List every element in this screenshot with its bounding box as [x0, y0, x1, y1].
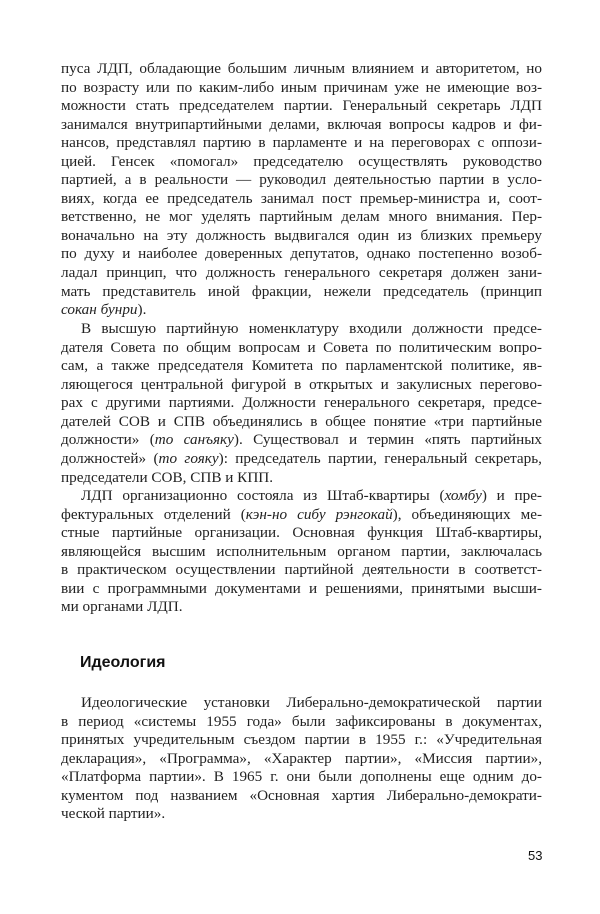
ideology-paragraph [61, 694, 542, 824]
text-segment: воначально на эту должность выдвигался один из близких премьеру [61, 226, 542, 244]
text-segment: занимался внутрипартийными делами, включая вопросы кадров и фи- [61, 115, 542, 133]
text-line [61, 376, 542, 395]
text-segment: декларация», «Программа», «Характер партии», «Миссия партии», [61, 749, 542, 767]
page-number: 53 [528, 848, 543, 863]
text-line [61, 561, 542, 580]
text-line [61, 134, 542, 153]
text-line [61, 227, 542, 246]
text-line [61, 413, 542, 432]
text-segment: вии с программными документами и решениями, принятыми высши- [61, 579, 542, 597]
text-segment: пуса ЛДП, обладающие большим личным влиянием и авторитетом, но [61, 60, 542, 77]
text-segment: Идеологические установки Либерально-демократической партии [81, 694, 542, 711]
text-segment: стные партийные организации. Основная функция Штаб-квартиры, [61, 524, 542, 542]
text-segment: ми органами ЛДП. [61, 598, 183, 616]
section-heading: Идеология [80, 654, 166, 671]
text-segment: дателей СОВ и СПВ объединялись в общее понятие «три партийные [61, 412, 542, 430]
text-line [61, 394, 542, 413]
italic-term: хомбу [444, 487, 482, 505]
text-line [61, 264, 542, 283]
text-line [61, 487, 542, 506]
text-line [61, 543, 542, 562]
text-line [61, 79, 542, 98]
italic-term: кэн-но сибу рэнгокай [245, 505, 393, 523]
paragraph [61, 694, 542, 824]
paragraph [61, 487, 542, 617]
text-line [61, 97, 542, 116]
text-segment: фектуральных отделений ( [61, 505, 246, 523]
text-segment: сам, а также председателя Комитета по парламентской политике, яв- [61, 357, 542, 375]
text-line [61, 245, 542, 264]
text-line [61, 787, 542, 806]
italic-term: то гояку [158, 449, 219, 467]
text-segment: ладал принцип, что должность генерального секретаря должен зани- [61, 264, 542, 282]
text-segment: В высшую партийную номенклатуру входили должности предсе- [81, 320, 542, 338]
text-segment: дателя Совета по общим вопросам и Совета по политическим вопро- [61, 338, 542, 356]
text-line [61, 283, 542, 302]
text-segment: партией, а в реальности — руководил деятельностью партии в усло- [61, 171, 542, 189]
paragraph [61, 60, 542, 320]
text-segment: «Платформа партии». В 1965 г. они были дополнены еще одним до- [61, 768, 542, 786]
text-segment: принятых учредительным съездом партии в 1955 г.: «Учредительная [61, 731, 542, 749]
text-line [61, 153, 542, 172]
text-segment: ляющегося центральной фигурой в открытых и закулисных перегово- [61, 375, 542, 393]
text-line [61, 598, 542, 617]
text-line [61, 750, 542, 769]
text-segment: в практическом осуществлении партийной деятельности в соответст- [61, 561, 542, 579]
italic-term: то санъяку [154, 431, 234, 449]
text-segment: цией. Генсек «помогал» председателю осуществлять руководство [61, 152, 542, 170]
text-segment: кументом под названием «Основная хартия Либерально-демократи- [61, 786, 542, 804]
text-segment: должностей» ( [61, 449, 159, 467]
text-segment: рах с другими партиями. Должности генерального секретаря, предсе- [61, 394, 542, 412]
text-line [61, 450, 542, 469]
text-segment: ): председатель партии, генеральный секретарь, [218, 449, 542, 467]
text-segment: председатели СОВ, СПВ и КПП. [61, 468, 274, 486]
text-line [61, 805, 542, 824]
text-line [61, 506, 542, 525]
text-line [61, 524, 542, 543]
text-line [61, 768, 542, 787]
text-line [61, 190, 542, 209]
text-segment: ) и пре- [481, 487, 542, 505]
text-segment: ЛДП организационно состояла из Штаб-квартиры ( [81, 487, 445, 505]
text-segment: ческой партии». [61, 805, 166, 823]
text-line [61, 713, 542, 732]
text-line [61, 731, 542, 750]
text-segment: нансов, представлял партию в парламенте и на переговорах с оппози- [61, 134, 542, 152]
italic-term: сокан бунри [61, 301, 138, 319]
text-segment: по возрасту или по каким-либо иным причинам уже не имеющие воз- [61, 78, 542, 96]
text-segment: в период «системы 1955 года» были зафиксированы в документах, [61, 712, 542, 730]
text-line [61, 431, 542, 450]
text-segment: можности стать председателем партии. Генеральный секретарь ЛДП [61, 97, 542, 115]
text-segment: ). Существовал и термин «пять партийных [233, 431, 542, 449]
text-line [61, 580, 542, 599]
text-line [61, 694, 542, 713]
text-line [61, 320, 542, 339]
text-line [61, 357, 542, 376]
text-segment: виях, когда ее председатель занимал пост премьер-министра и, соот- [61, 189, 542, 207]
text-line [61, 60, 542, 79]
paragraph [61, 320, 542, 487]
text-line [61, 301, 542, 320]
text-segment: по духу и наиболее доверенных депутатов, однако постепенно возоб- [61, 245, 542, 263]
text-segment: являющейся высшим исполнительным органом партии, заключалась [61, 542, 542, 560]
body-text [61, 60, 542, 617]
text-segment: ), объединяющих ме- [392, 505, 543, 523]
text-segment: мать представитель иной фракции, нежели председатель (принцип [61, 282, 542, 300]
text-segment: ветственно, не мог уделять партийным делам много внимания. Пер- [61, 208, 542, 226]
text-segment: ). [137, 301, 147, 319]
text-segment: должности» ( [61, 431, 155, 449]
text-line [61, 469, 542, 488]
text-line [61, 208, 542, 227]
text-line [61, 116, 542, 135]
text-line [61, 171, 542, 190]
text-line [61, 339, 542, 358]
